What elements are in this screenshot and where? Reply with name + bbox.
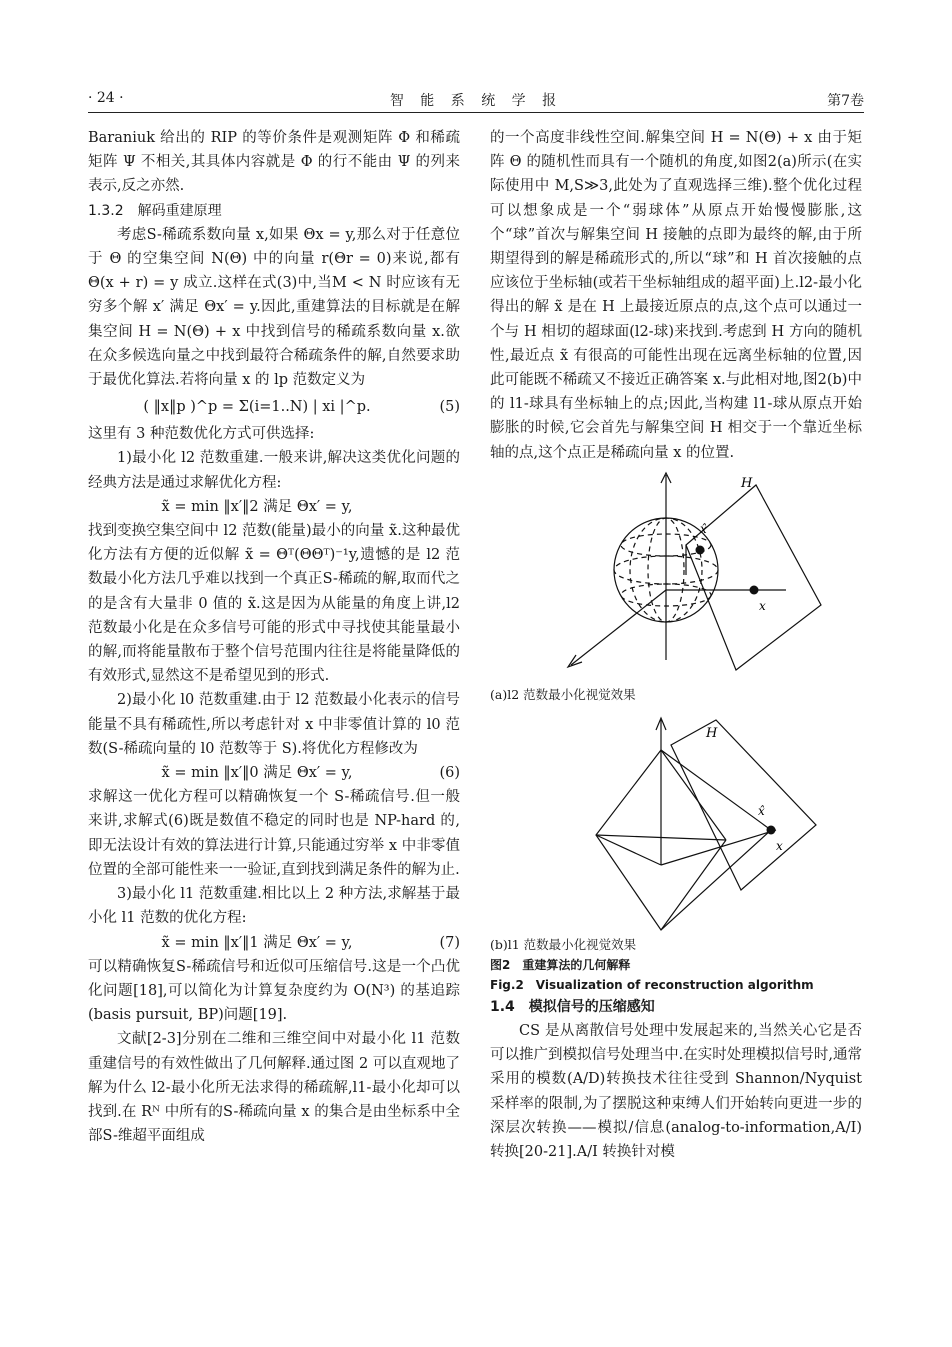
section-heading: 1.4 模拟信号的压缩感知 xyxy=(490,998,655,1015)
equation-number: (7) xyxy=(439,934,460,951)
figure-caption-cn: 图2 重建算法的几何解释 xyxy=(490,957,631,972)
equation-6 xyxy=(88,761,460,785)
equation-body: x̃ = min ‖x′‖1 满足 Θx′ = y, xyxy=(161,934,353,951)
paragraph: 可以精确恢复S-稀疏信号和近似可压缩信号.这是一个凸优化问题[18],可以简化为计算复杂度约为 O(N³) 的基追踪(basis pursuit, BP)问题[19]. xyxy=(88,958,460,1024)
paragraph: 1)最小化 l2 范数重建.一般来讲,解决这类优化问题的经典方法是通过求解优化方程: xyxy=(88,450,460,491)
left-column xyxy=(88,126,460,1148)
l1-ball-diagram xyxy=(526,705,826,935)
paragraph: 这里有 3 种范数优化方式可供选择: xyxy=(88,426,315,443)
solution-plane-h xyxy=(686,485,821,670)
paragraph: 找到变换空集空间中 l2 范数(能量)最小的向量 x̃.这种最优化方法有方便的近似解 x̃ = Θᵀ(ΘΘᵀ)⁻¹y,遗憾的是 l2 范数最小化方法几乎难以找到一个真正S-稀疏的解,取而代之的是含有大量非 0 值的 x̃.这是因为从能量的角度上讲,l2 范数最小化是在众多信号可能的形式中寻找使其能量最小的解,而将能量散布于整个信号范围内往往是将能量降低的有效形式,显然这不是希望见到的形式. xyxy=(88,523,460,685)
solution-plane-h xyxy=(671,720,816,890)
equation-5 xyxy=(88,392,460,422)
label-xhat: x̂ xyxy=(700,521,707,536)
label-xhat: x̂ xyxy=(758,803,765,818)
equation-7 xyxy=(88,931,460,955)
l1-edge xyxy=(661,840,726,930)
y-arrow xyxy=(568,655,582,667)
l1-edge xyxy=(661,750,726,840)
equation-number: (6) xyxy=(439,765,460,782)
point-x xyxy=(750,585,759,594)
volume-label: 第7卷 xyxy=(827,93,864,109)
running-header xyxy=(88,90,864,112)
subfigure-caption-b: (b)l1 范数最小化视觉效果 xyxy=(490,936,637,952)
label-x: x xyxy=(776,838,783,853)
paragraph: CS 是从离散信号处理中发展起来的,当然关心它是否可以推广到模拟信号处理当中.在实时处理模拟信号时,通常采用的模数(A/D)转换技术往往受到 Shannon/Nyquist 采样率的限制,为了摆脱这种束缚人们开始转向更进一步的深层次转换——模拟/信息(analog-to-information,A/I)转换[20-21].A/I 转换针对模 xyxy=(490,1023,862,1161)
point-x xyxy=(767,825,776,834)
figure-2a xyxy=(490,465,862,705)
header-rule xyxy=(88,112,864,113)
section-heading: 1.3.2 解码重建原理 xyxy=(88,202,222,219)
page-number: · 24 · xyxy=(88,90,124,106)
label-h: H xyxy=(741,475,753,491)
subfigure-caption-a: (a)l2 范数最小化视觉效果 xyxy=(490,686,636,702)
paragraph: 考虑S-稀疏系数向量 x,如果 Θx = y,那么对于任意位于 Θ 的空集空间 N(Θ) 中的向量 r(Θr = 0)来说,都有 Θ(x + r) = y 成立.这样在式(3)中,当M < N 时应该有无穷多个解 x′ 满足 Θx′ = y.因此,重建算法的目标就是在解集空间 H = N(Θ) + x 中找到信号的稀疏系数向量 x.欲在众多候选向量之中找到最符合稀疏条件的解,自然要求助于最优化算法.若将向量 x 的 lp 范数定义为 xyxy=(88,226,460,389)
paragraph: Baraniuk 给出的 RIP 的等价条件是观测矩阵 Φ 和稀疏矩阵 Ψ 不相关,其具体内容就是 Φ 的行不能由 Ψ 的列来表示,反之亦然. xyxy=(88,130,460,195)
paragraph: 的一个高度非线性空间.解集空间 H = N(Θ) + x 由于矩阵 Θ 的随机性而具有一个随机的角度,如图2(a)所示(在实际使用中 M,S≫3,此处为了直观选择三维).整个优化过程可以想象成是一个“弱球体”从原点开始慢慢膨胀,这个“球”首次与解集空间 H 接触的点即为最终的解,由于所期望得到的解是稀疏形式的,所以“球”和 H 首次接触的点应该位于坐标轴(或若干坐标轴组成的超平面)上.l2-最小化得出的解 x̃ 是在 H 上最接近原点的点,这个点可以通过一个与 H 相切的超球面(l2-球)来找到.考虑到 H 方向的随机性,最近点 x̃ 有很高的可能性出现在远离坐标轴的位置,因此可能既不稀疏又不接近正确答案 x.与此相对地,图2(b)中的 l1-球具有坐标轴上的点;因此,当构建 l1-球从原点开始膨胀的时候,它会首先与解集空间 H 相交于一个靠近坐标轴的点,这个点正是稀疏向量 x 的位置. xyxy=(490,130,862,461)
paragraph: 3)最小化 l1 范数重建.相比以上 2 种方法,求解基于最小化 l1 范数的优化方程: xyxy=(88,886,460,927)
paragraph: 文献[2-3]分别在二维和三维空间中对最小化 l1 范数重建信号的有效性做出了几何解释.通过图 2 可以直观地了解为什么 l2-最小化所无法求得的稀疏解,l1-最小化却可以找到.在 Rᴺ 中所有的S-稀疏向量 x 的集合是由坐标系中全部S-维超平面组成 xyxy=(88,1031,460,1145)
equation-number: (5) xyxy=(439,399,460,416)
equation-body: ( ‖x‖p )^p = Σ(i=1..N) | xi |^p. xyxy=(143,399,371,416)
figure-caption-en: Fig.2 Visualization of reconstruction algorithm xyxy=(490,977,814,992)
right-column xyxy=(490,126,862,1164)
equation-body: x̃ = min ‖x′‖2 满足 Θx′ = y, xyxy=(161,498,353,515)
paragraph: 求解这一优化方程可以精确恢复一个 S-稀疏信号.但一般来讲,求解式(6)既是数值不稳定的同时也是 NP-hard 的,即无法设计有效的算法进行计算,只能通过穷举 x 中非零值位置的全部可能性来一一验证,直到找到满足条件的解为止. xyxy=(88,789,460,878)
journal-title: 智 能 系 统 学 报 xyxy=(389,93,563,109)
equation-body: x̃ = min ‖x′‖0 满足 Θx′ = y, xyxy=(161,765,353,782)
paragraph: 2)最小化 l0 范数重建.由于 l2 范数最小化表示的信号能量不具有稀疏性,所以考虑针对 x 中非零值计算的 l0 范数(S-稀疏向量的 l0 范数等于 S).将优化方程修改为 xyxy=(88,692,460,757)
point-xhat xyxy=(696,545,705,554)
label-x: x xyxy=(759,598,766,613)
label-h: H xyxy=(706,725,718,741)
x-axis xyxy=(661,830,776,865)
equation-l2 xyxy=(88,495,460,519)
l2-ball-diagram xyxy=(526,465,826,685)
figure-2b xyxy=(490,705,862,955)
